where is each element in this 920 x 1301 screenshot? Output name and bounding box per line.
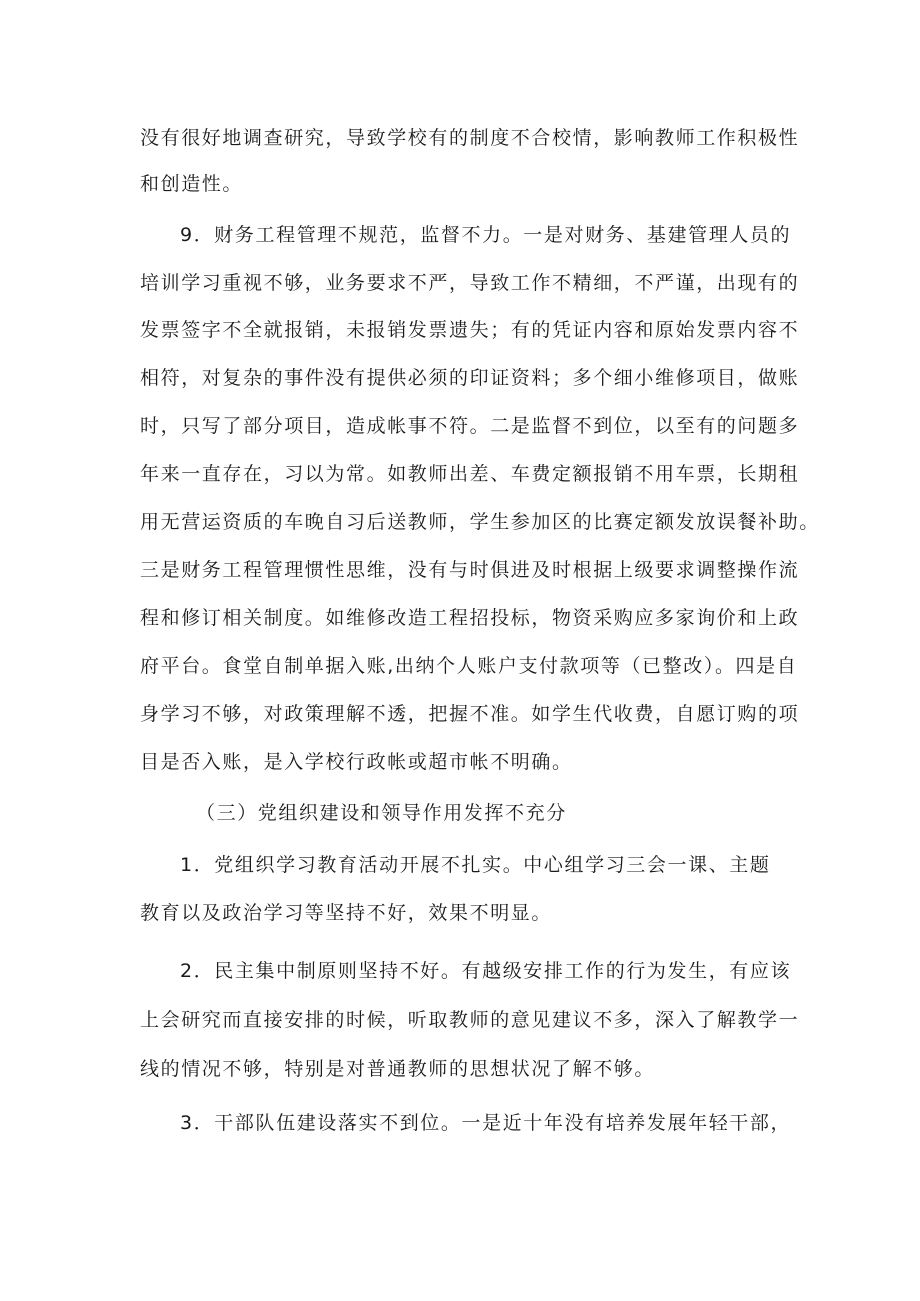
text-line: 三是财务工程管理惯性思维，没有与时俱进及时根据上级要求调整操作流: [140, 559, 800, 581]
text-line: 培训学习重视不够，业务要求不严，导致工作不精细，不严谨，出现有的: [140, 272, 800, 294]
text-line: 相符，对复杂的事件没有提供必须的印证资料；多个细小维修项目，做账: [140, 367, 800, 389]
text-line: 上会研究而直接安排的时候，听取教师的意见建议不多，深入了解教学一: [140, 1009, 800, 1031]
text-line: 身学习不够，对政策理解不透，把握不准。如学生代收费，自愿订购的项: [140, 703, 800, 725]
section-heading: （三）党组织建设和领导作用发挥不充分: [196, 802, 567, 824]
paragraph-start-item-3: 3．干部队伍建设落实不到位。一是近十年没有培养发展年轻干部，: [180, 1112, 792, 1134]
paragraph-start-item-2: 2．民主集中制原则坚持不好。有越级安排工作的行为发生，有应该: [180, 960, 792, 982]
text-line: 府平台。食堂自制单据入账,出纳个人账户支付款项等（已整改）。四是自: [140, 655, 798, 677]
text-line: 发票签字不全就报销，未报销发票遗失；有的凭证内容和原始发票内容不: [140, 319, 800, 341]
text-line: 年来一直存在，习以为常。如教师出差、车费定额报销不用车票，长期租: [140, 463, 800, 485]
text-line: 线的情况不够，特别是对普通教师的思想状况了解不够。: [140, 1058, 656, 1080]
text-line: 用无营运资质的车晚自习后送教师，学生参加区的比赛定额发放误餐补助。: [140, 511, 820, 533]
text-line: 目是否入账，是入学校行政帐或超市帐不明确。: [140, 751, 573, 773]
text-line: 和创造性。: [140, 173, 244, 195]
text-line: 时，只写了部分项目，造成帐事不符。二是监督不到位，以至有的问题多: [140, 415, 800, 437]
text-line: 教育以及政治学习等坚持不好，效果不明显。: [140, 902, 553, 924]
text-line: 没有很好地调查研究，导致学校有的制度不合校情，影响教师工作积极性: [140, 127, 800, 149]
text-line: 程和修订相关制度。如维修改造工程招投标，物资采购应多家询价和上政: [140, 607, 800, 629]
paragraph-start-item-9: 9．财务工程管理不规范，监督不力。一是对财务、基建管理人员的: [180, 224, 792, 246]
paragraph-start-item-1: 1．党组织学习教育活动开展不扎实。中心组学习三会一课、主题: [180, 854, 771, 876]
